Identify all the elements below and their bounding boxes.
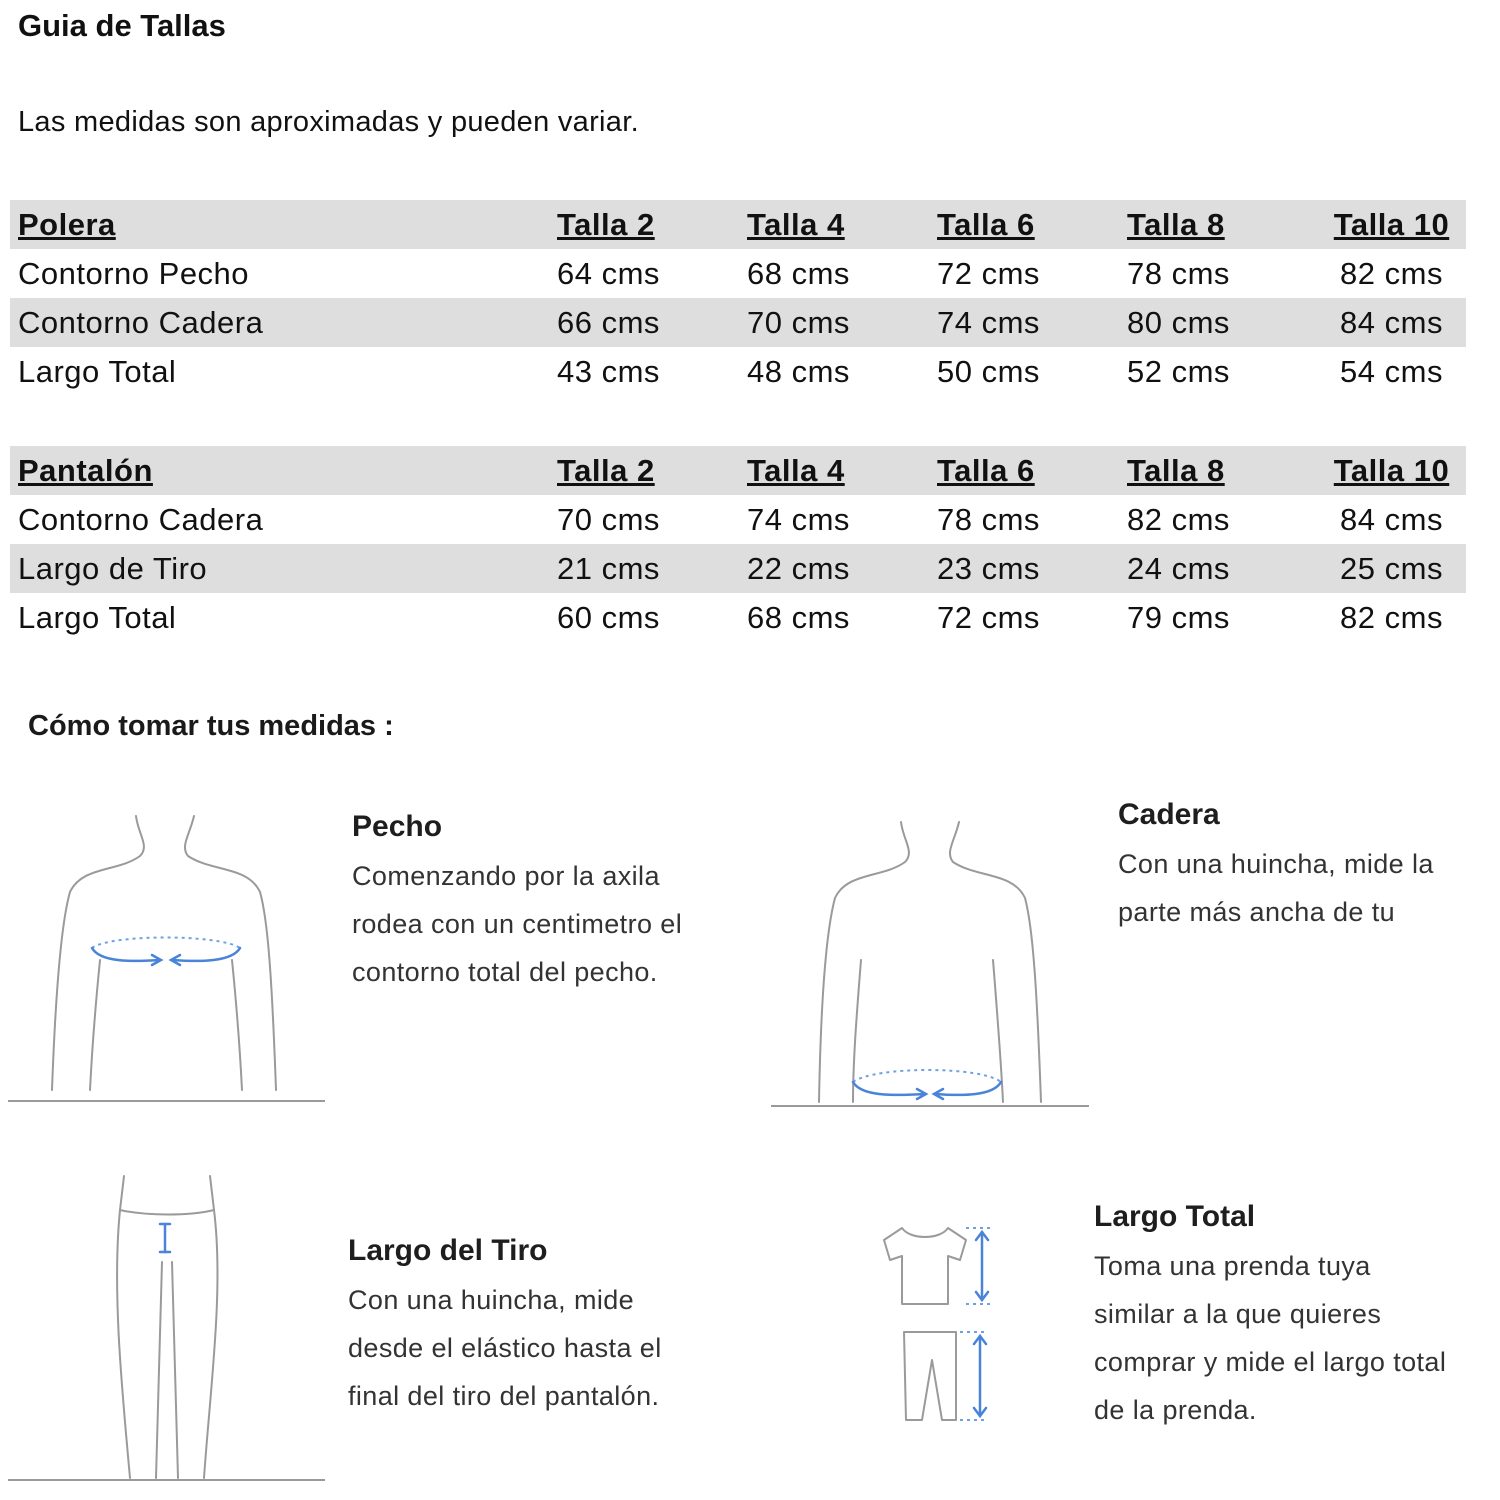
table-header-cell: Talla 6 xyxy=(937,206,1035,242)
table-cell: 78 cms xyxy=(937,501,1040,537)
table-cell: 74 cms xyxy=(937,304,1040,340)
cadera-instructions xyxy=(1118,798,1498,936)
instruction-line: Comenzando por la axila xyxy=(352,861,660,891)
cadera-title: Cadera xyxy=(1118,798,1220,831)
table-cell: 60 cms xyxy=(557,599,660,635)
table-cell: 84 cms xyxy=(1340,304,1443,340)
table-cell: 22 cms xyxy=(747,550,850,586)
table-header-cell: Pantalón xyxy=(18,452,153,488)
table-cell: 80 cms xyxy=(1127,304,1230,340)
table-cell: 64 cms xyxy=(557,255,660,291)
table-cell: 70 cms xyxy=(747,304,850,340)
instruction-line: Con una huincha, mide la xyxy=(1118,849,1434,879)
table-row xyxy=(10,347,1466,396)
total-length-illustration xyxy=(870,1220,1000,1430)
pecho-instructions xyxy=(352,810,752,996)
table-row xyxy=(10,495,1466,544)
table-cell: 24 cms xyxy=(1127,550,1230,586)
table-cell: 50 cms xyxy=(937,353,1040,389)
table-row xyxy=(10,593,1466,642)
table-cell: 82 cms xyxy=(1340,255,1443,291)
table-header-cell: Talla 8 xyxy=(1127,452,1225,488)
page-title: Guia de Tallas xyxy=(18,8,226,43)
table-header-row xyxy=(10,446,1466,495)
table-cell: 72 cms xyxy=(937,599,1040,635)
table-header-cell: Polera xyxy=(18,206,116,242)
largo-total-instructions xyxy=(1094,1200,1494,1434)
instruction-line: contorno total del pecho. xyxy=(352,957,658,987)
instruction-line: Con una huincha, mide xyxy=(348,1285,635,1315)
tiro-title: Largo del Tiro xyxy=(348,1234,548,1267)
table-header-cell: Talla 4 xyxy=(747,206,845,242)
hip-measure-illustration xyxy=(765,810,1105,1120)
instruction-line: comprar y mide el largo total xyxy=(1094,1347,1447,1377)
table-header-cell: Talla 10 xyxy=(1333,452,1450,488)
table-cell: Largo Total xyxy=(18,353,177,389)
table-cell: Contorno Cadera xyxy=(18,304,264,340)
table-cell: Largo Total xyxy=(18,599,177,635)
table-header-cell: Talla 6 xyxy=(937,452,1035,488)
table-cell: 43 cms xyxy=(557,353,660,389)
table-header-row xyxy=(10,200,1466,249)
table-cell: 82 cms xyxy=(1340,599,1443,635)
instruction-line: Toma una prenda tuya xyxy=(1094,1251,1371,1281)
table-cell: 72 cms xyxy=(937,255,1040,291)
table-cell: 54 cms xyxy=(1340,353,1443,389)
rise-measure-illustration xyxy=(0,1170,340,1490)
table-cell: 21 cms xyxy=(557,550,660,586)
instruction-line: parte más ancha de tu xyxy=(1118,897,1396,927)
table-header-cell: Talla 8 xyxy=(1127,206,1225,242)
howto-title: Cómo tomar tus medidas : xyxy=(28,710,394,742)
table-cell: 74 cms xyxy=(747,501,850,537)
table-cell: 79 cms xyxy=(1127,599,1230,635)
table-cell: 82 cms xyxy=(1127,501,1230,537)
table-cell: 68 cms xyxy=(747,599,850,635)
table-cell: 78 cms xyxy=(1127,255,1230,291)
table-header-cell: Talla 2 xyxy=(557,206,655,242)
largo-total-title: Largo Total xyxy=(1094,1200,1256,1233)
polera-size-table xyxy=(10,200,1466,396)
table-cell: 23 cms xyxy=(937,550,1040,586)
table-cell: 48 cms xyxy=(747,353,850,389)
table-row xyxy=(10,249,1466,298)
disclaimer-note: Las medidas son aproximadas y pueden variar. xyxy=(18,106,639,138)
pantalon-size-table xyxy=(10,446,1466,642)
instruction-line: similar a la que quieres xyxy=(1094,1299,1382,1329)
instruction-line: desde el elástico hasta el xyxy=(348,1333,662,1363)
table-header-cell: Talla 10 xyxy=(1333,206,1450,242)
table-cell: 66 cms xyxy=(557,304,660,340)
pecho-title: Pecho xyxy=(352,810,443,843)
table-row xyxy=(10,544,1466,593)
table-header-cell: Talla 2 xyxy=(557,452,655,488)
table-cell: 52 cms xyxy=(1127,353,1230,389)
instruction-line: final del tiro del pantalón. xyxy=(348,1381,660,1411)
table-row xyxy=(10,298,1466,347)
table-cell: 70 cms xyxy=(557,501,660,537)
instruction-line: de la prenda. xyxy=(1094,1395,1257,1425)
table-cell: 68 cms xyxy=(747,255,850,291)
tiro-instructions xyxy=(348,1234,768,1420)
instruction-line: rodea con un centimetro el xyxy=(352,909,683,939)
table-cell: Contorno Cadera xyxy=(18,501,264,537)
table-cell: 25 cms xyxy=(1340,550,1443,586)
table-header-cell: Talla 4 xyxy=(747,452,845,488)
table-cell: Largo de Tiro xyxy=(18,550,208,586)
table-cell: Contorno Pecho xyxy=(18,255,250,291)
chest-measure-illustration xyxy=(0,800,340,1120)
table-cell: 84 cms xyxy=(1340,501,1443,537)
